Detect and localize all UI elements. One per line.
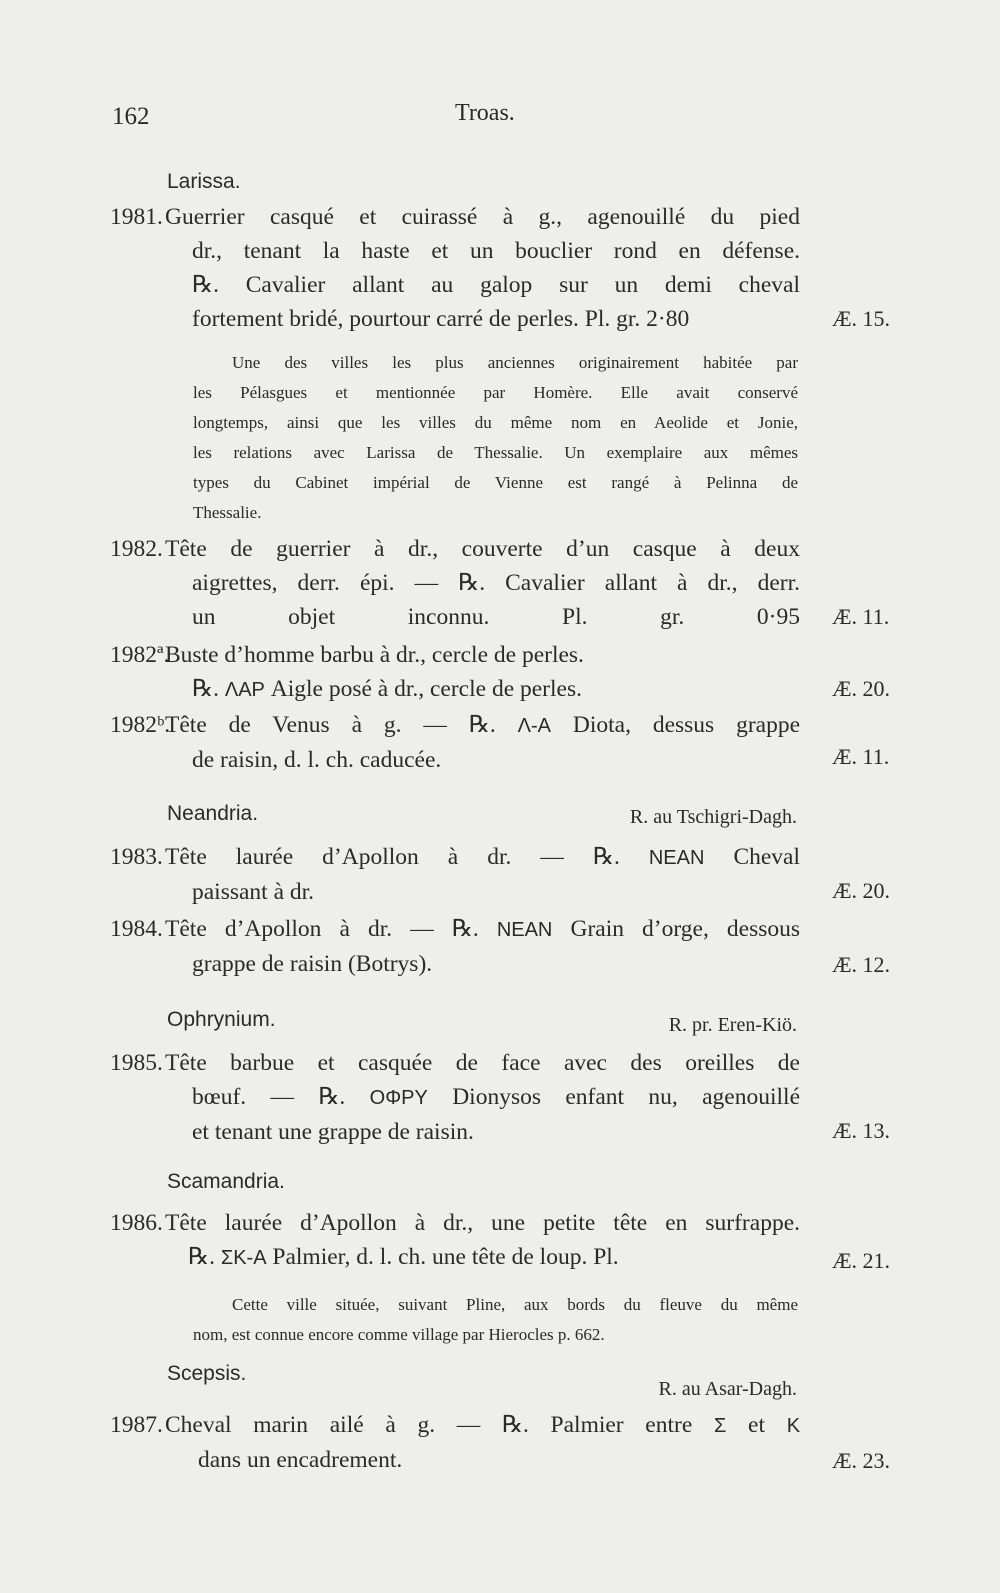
entry-text: Diota, dessus grappe [572, 712, 801, 738]
section-title-ophrynium: Ophrynium. [167, 1008, 276, 1031]
page-number: 162 [112, 103, 150, 130]
catalogue-entry-1986 [110, 1206, 800, 1275]
note-text: nom, est connue encore comme village par Hierocles p. 662. [193, 1325, 605, 1344]
metal-size: Æ. 12. [832, 952, 891, 977]
entry-text: grappe de raisin (Botrys). [192, 951, 433, 977]
greek-legend: ΣΚ-Α [220, 1247, 267, 1269]
entry-text: Grain d’orge, dessous [570, 916, 801, 942]
greek-legend: ΛΑΡ [224, 679, 265, 701]
metal-size: Æ. 13. [832, 1118, 891, 1143]
catalogue-entry-1983 [110, 840, 800, 909]
entry-text: dr., tenant la haste et un bouclier rond en défense. [192, 238, 800, 264]
entry-number: 1983. [110, 844, 163, 870]
section-location: R. pr. Eren-Kiö. [668, 1014, 797, 1036]
reverse-sign: ℞. [192, 676, 219, 702]
entry-text: Cheval marin ailé à g. — ℞. Palmier entre [165, 1412, 693, 1438]
section-location: R. au Asar-Dagh. [658, 1378, 797, 1400]
footnote-larissa [193, 348, 798, 528]
catalogue-entry-1985 [110, 1046, 800, 1149]
metal-size: Æ. 21. [832, 1248, 891, 1273]
metal-size: Æ. 11. [832, 744, 890, 769]
note-text: Cette ville située, suivant Pline, aux bords du fleuve du même [232, 1295, 798, 1314]
entry-text: et [748, 1412, 765, 1438]
footnote-scamandria [193, 1290, 798, 1350]
entry-number: 1986. [110, 1210, 163, 1236]
metal-size: Æ. 20. [832, 878, 891, 903]
catalogue-entry-1982b [110, 708, 800, 777]
section-title-neandria: Neandria. [167, 802, 259, 825]
entry-number: 1982. [110, 536, 163, 562]
catalogue-entry-1987 [110, 1408, 800, 1477]
catalogue-entry-1982a [110, 638, 800, 707]
entry-number: 1985. [110, 1050, 163, 1076]
metal-size: Æ. 11. [832, 604, 890, 629]
note-text: Une des villes les plus anciennes originairement habitée par [232, 353, 798, 372]
greek-letter: Κ [786, 1415, 801, 1437]
entry-text: Dionysos enfant nu, agenouillé [452, 1084, 800, 1110]
section-location: R. au Tschigri-Dagh. [629, 806, 797, 828]
entry-number: 1981. [110, 204, 163, 230]
greek-letter: Σ [713, 1415, 727, 1437]
entry-text: Tête laurée d’Apollon à dr., une petite tête en surfrappe. [165, 1210, 800, 1236]
note-text: longtemps, ainsi que les villes du même nom en Aeolide et Jonie, [193, 413, 798, 432]
entry-text: Palmier, d. l. ch. une tête de loup. Pl. [272, 1244, 619, 1270]
entry-text: Tête barbue et casquée de face avec des oreilles de [165, 1050, 800, 1076]
note-text: types du Cabinet impérial de Vienne est rangé à Pelinna de [193, 473, 798, 492]
entry-text: et tenant une grappe de raisin. [192, 1119, 474, 1145]
note-text: Thessalie. [193, 503, 262, 522]
catalogue-entry-1981 [110, 200, 800, 336]
running-head: Troas. [455, 100, 515, 126]
entry-text: Cheval [733, 844, 801, 870]
greek-legend: ΝΕΑΝ [496, 919, 553, 941]
catalogue-entry-1982 [110, 532, 800, 634]
entry-text: de raisin, d. l. ch. caducée. [192, 747, 442, 773]
entry-number: 1982ª. [110, 642, 170, 668]
note-text: les relations avec Larissa de Thessalie. Un exemplaire aux mêmes [193, 443, 798, 462]
reverse-sign: ℞. [188, 1244, 215, 1270]
note-text: les Pélasgues et mentionnée par Homère. Elle avait conservé [193, 383, 798, 402]
entry-text: Tête d’Apollon à dr. — ℞. [165, 916, 479, 942]
entry-text: Guerrier casqué et cuirassé à g., agenouillé du pied [165, 204, 800, 230]
entry-text: un objet inconnu. Pl. gr. 0·95 [192, 604, 800, 630]
greek-legend: ΟΦΡΥ [369, 1087, 428, 1109]
entry-text: Buste d’homme barbu à dr., cercle de perles. [165, 642, 584, 668]
entry-text: fortement bridé, pourtour carré de perles. Pl. gr. 2·80 [192, 306, 690, 332]
entry-text: bœuf. — ℞. [192, 1084, 346, 1110]
catalogue-entry-1984 [110, 912, 800, 981]
greek-legend: ΝΕΑΝ [648, 847, 705, 869]
entry-text: aigrettes, derr. épi. — ℞. Cavalier allant à dr., derr. [192, 570, 800, 596]
entry-text: paissant à dr. [192, 879, 315, 905]
metal-size: Æ. 23. [832, 1448, 891, 1473]
entry-text: Tête de Venus à g. — ℞. [165, 712, 496, 738]
metal-size: Æ. 15. [832, 306, 891, 331]
section-title-larissa: Larissa. [167, 170, 241, 193]
greek-legend: Λ-Α [517, 715, 551, 737]
entry-text: dans un encadrement. [198, 1447, 403, 1473]
entry-number: 1984. [110, 916, 163, 942]
entry-text: Aigle posé à dr., cercle de perles. [270, 676, 582, 702]
entry-number: 1987. [110, 1412, 163, 1438]
entry-text: ℞. Cavalier allant au galop sur un demi cheval [192, 272, 800, 298]
metal-size: Æ. 20. [832, 676, 891, 701]
section-title-scamandria: Scamandria. [167, 1170, 285, 1193]
section-title-scepsis: Scepsis. [167, 1362, 247, 1385]
entry-number: 1982ᵇ. [110, 712, 171, 738]
entry-text: Tête laurée d’Apollon à dr. — ℞. [165, 844, 620, 870]
entry-text: Tête de guerrier à dr., couverte d’un casque à deux [165, 536, 800, 562]
